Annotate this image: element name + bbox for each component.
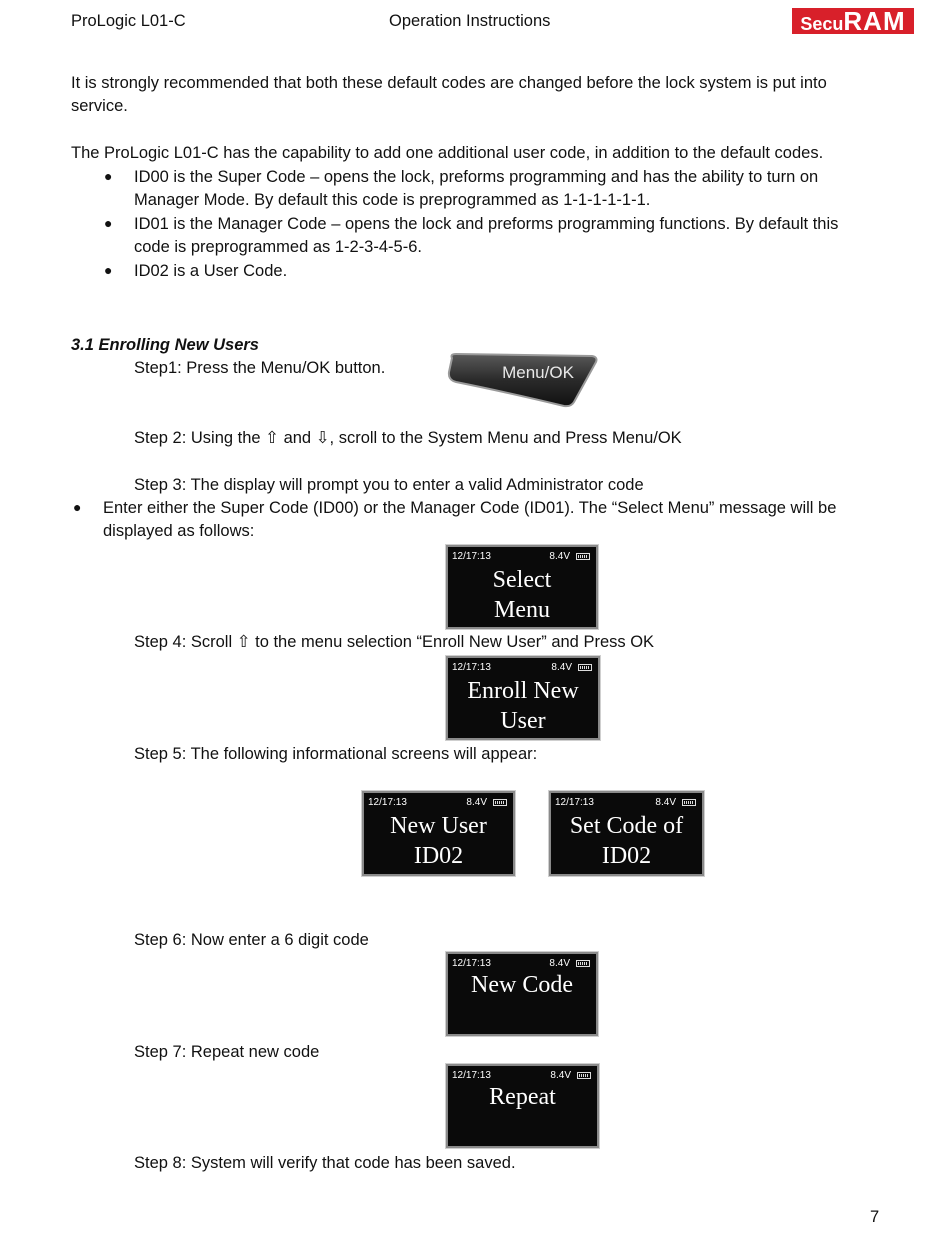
- bullet-id00-line2: Manager Mode. By default this code is preprogrammed as 1-1-1-1-1-1.: [134, 191, 651, 209]
- step2-post: , scroll to the System Menu and Press Menu/OK: [329, 429, 682, 447]
- down-arrow-icon: ⇩: [315, 429, 330, 447]
- lcd-status-bar: [452, 1069, 593, 1083]
- header-section-title: Operation Instructions: [389, 12, 551, 30]
- page-number: 7: [870, 1208, 880, 1226]
- lcd-voltage: 8.4V: [549, 958, 570, 969]
- lcd-message: [448, 1082, 597, 1112]
- bullet-id02-line1: ID02 is a User Code.: [134, 262, 288, 280]
- lcd-line2: ID02: [413, 843, 464, 869]
- lcd-status-bar: [368, 796, 509, 810]
- securam-logo: [792, 8, 914, 34]
- battery-icon: [578, 664, 592, 671]
- lcd-status-bar: [452, 661, 594, 675]
- bullet-dot: ●: [73, 499, 82, 515]
- lcd-time: 12/17:13: [452, 551, 491, 562]
- lcd-message: [448, 676, 598, 736]
- lcd-line1: Enroll New: [467, 678, 579, 704]
- lcd-screen-new-user: [362, 791, 515, 876]
- lcd-status-bar: [452, 550, 592, 564]
- battery-icon: [577, 1072, 591, 1079]
- step2-and: and: [279, 429, 316, 447]
- bullet-dot: ●: [104, 168, 113, 184]
- lcd-line1: New Code: [471, 972, 573, 998]
- lcd-line1: Set Code of: [569, 813, 684, 839]
- step6-text: Step 6: Now enter a 6 digit code: [134, 931, 369, 949]
- step5-text: Step 5: The following informational screens will appear:: [134, 745, 538, 763]
- step2-text: [134, 427, 682, 450]
- menu-ok-label: Menu/OK: [502, 363, 574, 382]
- lcd-time: 12/17:13: [368, 797, 407, 808]
- capability-paragraph: The ProLogic L01-C has the capability to add one additional user code, in addition to the default codes.: [71, 144, 824, 162]
- lcd-screen-new-code: [446, 952, 598, 1036]
- step3-text: Step 3: The display will prompt you to enter a valid Administrator code: [134, 476, 644, 494]
- battery-icon: [576, 553, 590, 560]
- lcd-line1: New User: [390, 813, 487, 839]
- lcd-time: 12/17:13: [452, 958, 491, 969]
- lcd-message: [448, 565, 596, 625]
- lcd-message: [448, 970, 596, 1000]
- lcd-line1: Repeat: [489, 1084, 556, 1110]
- lcd-line2: ID02: [601, 843, 652, 869]
- enter-code-line1: Enter either the Super Code (ID00) or the Manager Code (ID01). The “Select Menu” message will be: [103, 499, 837, 517]
- header-doc-title: ProLogic L01-C: [71, 12, 186, 30]
- up-arrow-icon: ⇧: [265, 429, 279, 447]
- lcd-message: [364, 811, 513, 871]
- battery-icon: [493, 799, 507, 806]
- logo-ram-text: RAM: [843, 6, 906, 36]
- lcd-screen-select-menu: [446, 545, 598, 629]
- intro-paragraph-line2: service.: [71, 97, 128, 115]
- bullet-id00-line1: ID00 is the Super Code – opens the lock, preforms programming and has the ability to turn on: [134, 168, 819, 186]
- lcd-voltage: 8.4V: [549, 551, 570, 562]
- lcd-time: 12/17:13: [555, 797, 594, 808]
- lcd-voltage: 8.4V: [466, 797, 487, 808]
- step8-text: Step 8: System will verify that code has been saved.: [134, 1154, 516, 1172]
- lcd-time: 12/17:13: [452, 662, 491, 673]
- lcd-status-bar: [555, 796, 698, 810]
- lcd-message: [551, 811, 702, 871]
- lcd-voltage: 8.4V: [655, 797, 676, 808]
- logo-secu-text: Secu: [800, 14, 844, 34]
- lcd-status-bar: [452, 957, 592, 971]
- battery-icon: [682, 799, 696, 806]
- lcd-screen-repeat: [446, 1064, 599, 1148]
- step2-pre: Step 2: Using the: [134, 429, 266, 447]
- step7-text: Step 7: Repeat new code: [134, 1043, 320, 1061]
- bullet-id01-line2: code is preprogrammed as 1-2-3-4-5-6.: [134, 238, 422, 256]
- section-heading: 3.1 Enrolling New Users: [71, 336, 259, 354]
- bullet-dot: ●: [104, 215, 113, 231]
- lcd-line2: Menu: [494, 597, 550, 623]
- intro-paragraph-line1: It is strongly recommended that both these default codes are changed before the lock system is put into: [71, 74, 827, 92]
- menu-ok-button-illustration: [446, 352, 600, 410]
- bullet-id01-line1: ID01 is the Manager Code – opens the lock and preforms programming functions. By default this: [134, 215, 839, 233]
- lcd-line1: Select: [492, 567, 552, 593]
- lcd-line2: User: [500, 708, 546, 734]
- lcd-voltage: 8.4V: [550, 1070, 571, 1081]
- lcd-time: 12/17:13: [452, 1070, 491, 1081]
- lcd-screen-enroll-new-user: [446, 656, 600, 740]
- enter-code-line2: displayed as follows:: [103, 522, 255, 540]
- battery-icon: [576, 960, 590, 967]
- step4-text: Step 4: Scroll ⇧ to the menu selection “Enroll New User” and Press OK: [134, 633, 655, 651]
- bullet-dot: ●: [104, 262, 113, 278]
- lcd-screen-set-code: [549, 791, 704, 876]
- step1-text: Step1: Press the Menu/OK button.: [134, 359, 386, 377]
- lcd-voltage: 8.4V: [551, 662, 572, 673]
